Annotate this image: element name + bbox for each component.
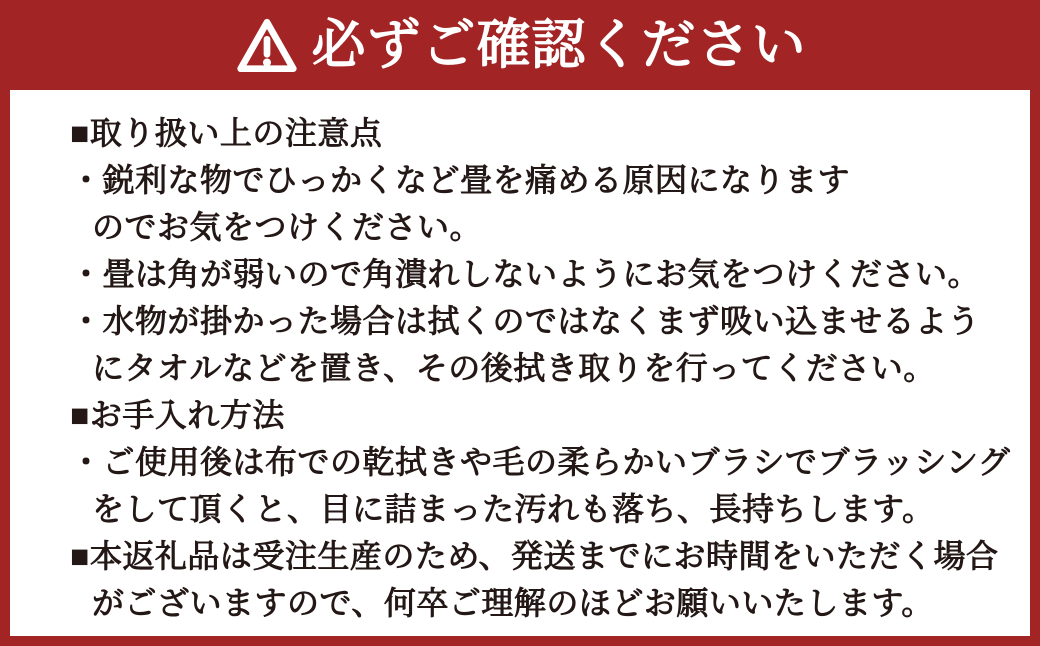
warning-triangle-icon [234, 17, 300, 75]
header-banner [0, 0, 1040, 90]
notice-heading: ■本返礼品は受注生産のため、発送までにお時間をいただく場合 [70, 538, 999, 574]
notice-wrapped-line: にタオルなどを置き、その後拭き取りを行ってください。 [92, 350, 936, 386]
notice-wrapped-line: をして頂くと、目に詰まった汚れも落ち、長持ちします。 [92, 491, 935, 527]
notice-bullet-line: ・畳は角が弱いので角潰れしないようにお気をつけください。 [70, 256, 981, 292]
notice-wrapped-line: のでお気をつけください。 [92, 209, 483, 245]
page-title: 必ずご確認ください [311, 15, 807, 75]
notice-bullet-line: ・鋭利な物でひっかくなど畳を痛める原因になります [70, 162, 851, 198]
notice-heading: ■お手入れ方法 [70, 397, 285, 433]
notice-bullet-line: ・ご使用後は布での乾拭きや毛の柔らかいブラシでブラッシング [70, 444, 1011, 480]
notice-bullet-line: ・水物が掛かった場合は拭くのではなくまず吸い込ませるよう [70, 303, 981, 339]
notice-heading: ■取り扱い上の注意点 [70, 115, 383, 151]
notice-panel [10, 90, 1030, 636]
notice-wrapped-line: がございますので、何卒ご理解のほどお願いいたします。 [92, 585, 934, 621]
